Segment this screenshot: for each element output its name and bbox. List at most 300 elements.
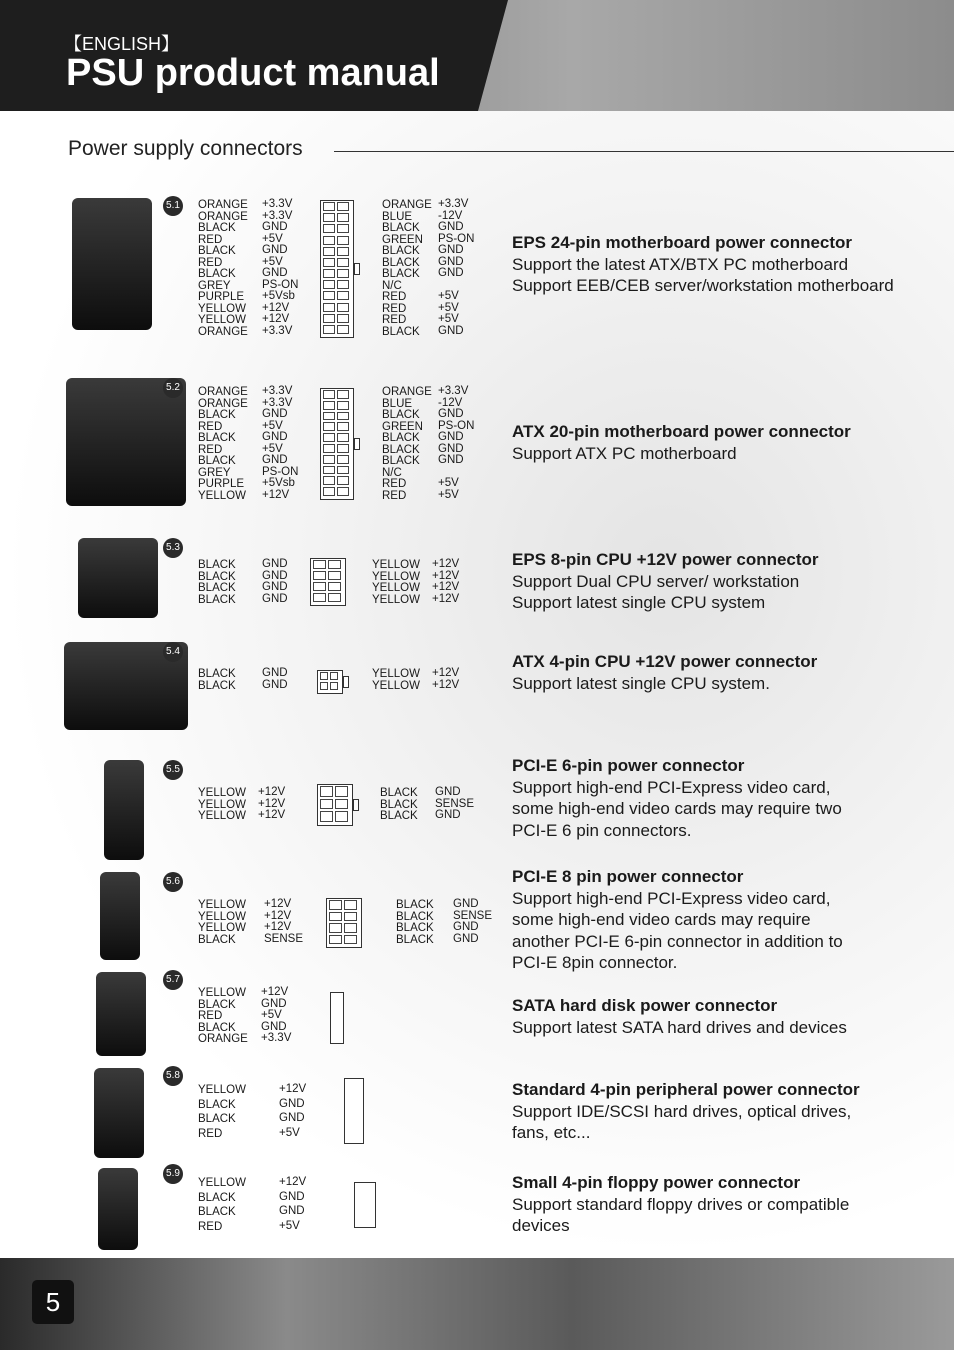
connector-pin-cell: [337, 466, 349, 475]
connector-pin-cell: [337, 291, 349, 300]
cable-photo: [78, 538, 158, 618]
pin-signal: GND: [262, 408, 288, 420]
pin-signal: GND: [262, 431, 288, 443]
pin-wire-color: BLACK: [198, 1021, 236, 1034]
connector-pin-cell: [337, 422, 349, 431]
pin-wire-color: BLACK: [198, 1113, 236, 1125]
connector-diagram: [330, 992, 344, 1044]
pin-wire-color: YELLOW: [198, 910, 246, 923]
connector-pin-cell: [323, 224, 335, 233]
connector-pin-cell: [323, 433, 335, 442]
pin-wire-color: BLACK: [198, 570, 236, 583]
pin-wire-color: ORANGE: [198, 1033, 248, 1045]
connector-pin-cell: [337, 247, 349, 256]
pin-wire-color: BLACK: [198, 222, 236, 234]
connector-support-line: some high-end video cards may require two: [512, 799, 842, 818]
pin-wire-color: YELLOW: [372, 593, 420, 606]
pin-signal: +5V: [438, 488, 459, 501]
pin-signal: GND: [438, 442, 464, 455]
pin-signal: +5Vsb: [262, 290, 295, 302]
pin-wire-color: BLACK: [396, 899, 434, 911]
pin-wire-color: YELLOW: [198, 1084, 246, 1096]
connector-pin-cell: [323, 269, 335, 278]
connector-pin-cell: [323, 422, 335, 431]
pin-signal: +12V: [261, 986, 289, 998]
pin-signal: PS-ON: [438, 419, 475, 432]
pin-wire-color: YELLOW: [372, 679, 420, 692]
connector-pin-cell: [337, 303, 349, 312]
connector-pin-cell: [337, 280, 349, 289]
pin-signal: +12V: [264, 909, 292, 922]
section-divider: [334, 151, 954, 152]
connector-support-line: Support the latest ATX/BTX PC motherboard: [512, 254, 849, 274]
cable-photo: [66, 378, 186, 506]
pin-wire-color: BLACK: [382, 256, 420, 269]
pin-signal: +5V: [262, 419, 283, 432]
connector-pin-cell: [344, 900, 357, 910]
pin-wire-color: BLACK: [382, 245, 420, 257]
connector-pin-cell: [323, 303, 335, 312]
connector-latch: [343, 676, 349, 688]
pin-wire-color: RED: [198, 443, 223, 456]
pin-signal: +12V: [262, 488, 290, 501]
connector-pin-cell: [337, 202, 349, 211]
pin-wire-color: BLACK: [198, 559, 236, 571]
pin-wire-color: BLACK: [198, 268, 236, 280]
connector-support-line: some high-end video cards may require: [512, 910, 811, 929]
pin-signal: GND: [262, 558, 288, 570]
connector-pin-cell: [337, 412, 349, 421]
pin-signal: PS-ON: [438, 232, 475, 245]
pin-signal: +12V: [258, 809, 286, 821]
connector-support-line: Support EEB/CEB server/workstation motherboard: [512, 276, 894, 295]
pin-signal: +5V: [438, 313, 459, 325]
cable-photo: [94, 1068, 144, 1158]
connector-description: [512, 232, 942, 297]
pin-signal: GND: [261, 997, 287, 1010]
connector-title: Standard 4-pin peripheral power connector: [512, 1080, 860, 1099]
connector-pin-cell: [323, 291, 335, 300]
connector-pin-cell: [323, 444, 335, 453]
pin-signal: GND: [279, 1190, 305, 1203]
section-number-badge: 5.2: [163, 378, 183, 398]
cable-photo: [100, 872, 140, 960]
connector-pin-cell: [323, 314, 335, 323]
pin-signal: +5V: [262, 442, 283, 455]
connector-pin-cell: [320, 786, 333, 797]
pin-signal: +5V: [438, 290, 459, 302]
pin-wire-color: ORANGE: [198, 199, 248, 211]
pin-wire-color: BLACK: [198, 668, 236, 680]
connector-diagram: [320, 200, 354, 338]
connector-pin-cell: [329, 912, 342, 922]
pin-wire-color: BLACK: [198, 933, 236, 946]
connector-pin-cell: [328, 560, 341, 569]
pin-wire-color: RED: [198, 233, 223, 246]
section-number-badge: 5.9: [163, 1164, 183, 1184]
pin-wire-color: YELLOW: [198, 489, 246, 502]
connector-pin-cell: [323, 236, 335, 245]
footer-band: [0, 1258, 954, 1350]
pin-wire-color: BLACK: [380, 810, 418, 822]
pin-signal: GND: [438, 408, 464, 420]
pin-signal: +3.3V: [262, 324, 293, 337]
connector-support-line: another PCI-E 6-pin connector in addition to: [512, 931, 843, 951]
connector-pin-cell: [329, 900, 342, 910]
connector-support-line: Support standard floppy drives or compatible: [512, 1194, 850, 1214]
pin-signal: GND: [262, 267, 288, 279]
connector-pin-cell: [323, 487, 335, 496]
pin-signal: GND: [453, 921, 479, 933]
connector-pin-cell: [320, 682, 328, 690]
pin-signal: +5V: [438, 477, 459, 489]
connector-pin-cell: [337, 390, 349, 399]
pin-signal: -12V: [438, 396, 463, 409]
pin-wire-color: YELLOW: [372, 559, 420, 571]
pin-wire-color: BLACK: [380, 798, 418, 811]
connector-title: EPS 8-pin CPU +12V power connector: [512, 550, 819, 569]
connector-pin-cell: [337, 258, 349, 267]
connector-diagram: [317, 670, 343, 694]
connector-pin-cell: [337, 236, 349, 245]
pin-signal: +12V: [279, 1176, 307, 1188]
pin-signal: GND: [262, 667, 288, 679]
pin-wire-color: YELLOW: [198, 922, 246, 934]
pin-wire-color: BLACK: [382, 432, 420, 444]
connector-pin-cell: [323, 401, 335, 410]
connector-description: [512, 1079, 942, 1144]
pin-wire-color: GREEN: [382, 420, 423, 433]
pin-wire-color: YELLOW: [198, 899, 246, 911]
connector-pin-cell: [323, 412, 335, 421]
pin-wire-color: BLACK: [198, 432, 236, 444]
pin-signal: +12V: [264, 921, 292, 933]
connector-pin-cell: [337, 476, 349, 485]
pin-signal: GND: [261, 1020, 287, 1033]
pin-wire-color: ORANGE: [382, 386, 432, 398]
pin-wire-color: ORANGE: [198, 210, 248, 223]
pin-wire-color: GREY: [198, 466, 231, 479]
pin-wire-color: BLACK: [396, 933, 434, 946]
pin-wire-color: YELLOW: [198, 302, 246, 315]
connector-pin-cell: [337, 433, 349, 442]
pin-wire-color: YELLOW: [198, 798, 246, 811]
pin-wire-color: RED: [198, 1220, 223, 1233]
connector-support-line: Support ATX PC motherboard: [512, 443, 737, 463]
pin-wire-color: N/C: [382, 466, 402, 479]
pin-signal: +5V: [279, 1126, 300, 1139]
page-number: 5: [32, 1280, 74, 1324]
pin-wire-color: RED: [382, 314, 407, 326]
connector-title: SATA hard disk power connector: [512, 996, 778, 1015]
pin-wire-color: YELLOW: [198, 1177, 246, 1189]
pin-wire-color: ORANGE: [198, 397, 248, 410]
connector-pin-cell: [335, 786, 348, 797]
connector-pin-cell: [323, 258, 335, 267]
pin-signal: GND: [438, 454, 464, 466]
language-label: 【ENGLISH】: [64, 34, 180, 54]
connector-pin-cell: [335, 799, 348, 810]
pin-signal: +12V: [262, 301, 290, 314]
pin-wire-color: BLACK: [198, 582, 236, 594]
connector-support-line: PCI-E 6 pin connectors.: [512, 820, 692, 840]
connector-pin-cell: [323, 325, 335, 334]
pin-signal: +12V: [258, 797, 286, 810]
pin-wire-color: BLACK: [396, 910, 434, 923]
connector-title: EPS 24-pin motherboard power connector: [512, 233, 853, 252]
section-number-badge: 5.8: [163, 1066, 183, 1086]
pin-wire-color: BLACK: [198, 998, 236, 1011]
pin-wire-color: YELLOW: [198, 987, 246, 999]
connector-pin-cell: [337, 401, 349, 410]
page-title: PSU product manual: [66, 52, 440, 94]
pin-signal: +3.3V: [262, 396, 293, 409]
connector-pin-cell: [323, 466, 335, 475]
pin-wire-color: BLACK: [382, 409, 420, 421]
connector-pin-cell: [320, 799, 333, 810]
cable-photo: [96, 972, 146, 1056]
pin-signal: GND: [279, 1112, 305, 1124]
pin-wire-color: RED: [382, 302, 407, 315]
connector-support-line: Support latest SATA hard drives and devices: [512, 1017, 847, 1037]
cable-photo: [98, 1168, 138, 1250]
connector-description: [512, 995, 942, 1038]
connector-support-line: Support Dual CPU server/ workstation: [512, 571, 800, 591]
pin-signal: GND: [262, 569, 288, 582]
connector-pin-cell: [337, 213, 349, 222]
pin-wire-color: RED: [382, 489, 407, 502]
pin-signal: +3.3V: [262, 198, 293, 210]
pin-signal: GND: [453, 898, 479, 910]
pin-signal: GND: [453, 932, 479, 945]
pin-signal: SENSE: [435, 797, 474, 810]
pin-wire-color: BLACK: [198, 1206, 236, 1218]
connector-support-line: Support high-end PCI-Express video card,: [512, 777, 831, 797]
pin-wire-color: RED: [382, 478, 407, 490]
pin-wire-color: YELLOW: [198, 314, 246, 326]
connector-support-line: Support high-end PCI-Express video card,: [512, 888, 831, 908]
pin-wire-color: YELLOW: [198, 787, 246, 799]
connector-pin-cell: [313, 571, 326, 580]
connector-pin-cell: [330, 672, 338, 680]
pin-wire-color: YELLOW: [198, 810, 246, 822]
connector-pin-cell: [337, 269, 349, 278]
pin-signal: +12V: [432, 558, 460, 570]
pin-signal: SENSE: [453, 909, 492, 922]
section-title: Power supply connectors: [68, 137, 303, 160]
pin-signal: +5V: [262, 232, 283, 245]
pin-signal: GND: [438, 324, 464, 337]
pin-signal: GND: [262, 592, 288, 605]
pin-wire-color: BLACK: [198, 593, 236, 606]
connector-support-line: PCI-E 8pin connector.: [512, 953, 678, 972]
connector-pin-cell: [337, 455, 349, 464]
pin-wire-color: RED: [198, 256, 223, 269]
connector-pin-cell: [344, 923, 357, 933]
section-number-badge: 5.6: [163, 872, 183, 892]
pin-signal: GND: [435, 809, 461, 821]
cable-photo: [104, 760, 144, 860]
pin-signal: +12V: [432, 569, 460, 582]
connector-diagram: [344, 1078, 364, 1144]
pin-wire-color: BLACK: [198, 245, 236, 257]
pin-wire-color: BLACK: [380, 787, 418, 799]
pin-wire-color: RED: [198, 1010, 223, 1022]
pin-signal: +12V: [262, 313, 290, 325]
pin-signal: +3.3V: [262, 385, 293, 397]
pin-wire-color: N/C: [382, 279, 402, 292]
connector-support-line: Support latest single CPU system: [512, 593, 766, 612]
connector-pin-cell: [323, 476, 335, 485]
pin-signal: GND: [438, 255, 464, 268]
section-number-badge: 5.4: [163, 642, 183, 662]
connector-latch: [354, 263, 360, 275]
pin-wire-color: BLACK: [382, 325, 420, 338]
pin-wire-color: RED: [382, 291, 407, 303]
pin-signal: +12V: [432, 667, 460, 679]
connector-pin-cell: [320, 811, 333, 822]
connector-pin-cell: [337, 444, 349, 453]
pin-wire-color: BLACK: [198, 409, 236, 421]
pin-wire-color: GREEN: [382, 233, 423, 246]
connector-pin-cell: [313, 582, 326, 591]
pin-wire-color: BLACK: [198, 1191, 236, 1204]
connector-description: [512, 651, 942, 694]
pin-wire-color: YELLOW: [372, 570, 420, 583]
pin-signal: GND: [438, 431, 464, 443]
connector-latch: [354, 438, 360, 450]
connector-diagram: [326, 898, 362, 948]
pin-signal: GND: [438, 221, 464, 233]
connector-pin-cell: [323, 280, 335, 289]
pin-wire-color: BLACK: [382, 455, 420, 467]
pin-signal: +12V: [258, 786, 286, 798]
connector-pin-cell: [329, 923, 342, 933]
pin-signal: GND: [262, 678, 288, 691]
pin-wire-color: BLACK: [396, 922, 434, 934]
pin-wire-color: YELLOW: [372, 582, 420, 594]
pin-signal: GND: [262, 454, 288, 466]
connector-pin-cell: [313, 593, 326, 602]
connector-support-line: Support IDE/SCSI hard drives, optical drives,: [512, 1101, 852, 1121]
pin-wire-color: BLUE: [382, 397, 413, 410]
section-number-badge: 5.7: [163, 970, 183, 990]
connector-title: PCI-E 8 pin power connector: [512, 867, 744, 886]
pin-signal: +5V: [262, 255, 283, 268]
pin-signal: +12V: [432, 678, 460, 691]
pin-wire-color: RED: [198, 420, 223, 433]
connector-latch: [353, 799, 359, 811]
pin-signal: GND: [262, 221, 288, 233]
pin-wire-color: BLACK: [198, 1098, 236, 1111]
connector-pin-cell: [323, 390, 335, 399]
connector-description: [512, 549, 942, 614]
pin-wire-color: ORANGE: [382, 199, 432, 211]
connector-title: PCI-E 6-pin power connector: [512, 756, 745, 775]
pin-wire-color: BLACK: [198, 455, 236, 467]
pin-signal: GND: [435, 786, 461, 798]
pin-signal: GND: [262, 581, 288, 593]
pin-wire-color: BLACK: [382, 443, 420, 456]
connector-title: ATX 4-pin CPU +12V power connector: [512, 652, 818, 671]
pin-signal: +5V: [261, 1009, 282, 1021]
pin-wire-color: PURPLE: [198, 478, 245, 490]
pin-signal: +5Vsb: [262, 477, 295, 489]
connector-pin-cell: [323, 202, 335, 211]
connector-pin-cell: [313, 560, 326, 569]
connector-pin-cell: [323, 247, 335, 256]
connector-description: [512, 421, 942, 464]
pin-wire-color: YELLOW: [372, 668, 420, 680]
pin-signal: +3.3V: [261, 1032, 292, 1044]
section-number-badge: 5.1: [163, 196, 183, 216]
pin-signal: +3.3V: [438, 198, 469, 210]
pin-wire-color: BLUE: [382, 210, 413, 223]
connector-pin-cell: [328, 571, 341, 580]
pin-wire-color: GREY: [198, 279, 231, 292]
connector-pin-cell: [335, 811, 348, 822]
pin-wire-color: BLACK: [198, 679, 236, 692]
pin-signal: +3.3V: [438, 385, 469, 397]
cable-photo: [72, 198, 152, 330]
connector-pin-cell: [328, 593, 341, 602]
pin-signal: PS-ON: [262, 465, 299, 478]
pin-signal: GND: [262, 244, 288, 256]
connector-pin-cell: [328, 582, 341, 591]
pin-signal: -12V: [438, 209, 463, 222]
connector-support-line: fans, etc...: [512, 1123, 591, 1142]
connector-title: ATX 20-pin motherboard power connector: [512, 422, 851, 441]
pin-signal: +12V: [432, 592, 460, 605]
connector-pin-cell: [323, 213, 335, 222]
connector-diagram: [320, 388, 354, 500]
connector-title: Small 4-pin floppy power connector: [512, 1173, 801, 1192]
pin-wire-color: RED: [198, 1127, 223, 1140]
pin-signal: GND: [279, 1205, 305, 1217]
connector-pin-cell: [337, 325, 349, 334]
pin-signal: +5V: [279, 1219, 300, 1232]
connector-description: [512, 866, 942, 974]
connector-pin-cell: [337, 487, 349, 496]
pin-wire-color: BLACK: [382, 268, 420, 280]
pin-signal: GND: [438, 244, 464, 256]
pin-wire-color: PURPLE: [198, 291, 245, 303]
pin-signal: +12V: [279, 1083, 307, 1095]
pin-signal: +12V: [264, 898, 292, 910]
connector-pin-cell: [337, 224, 349, 233]
connector-pin-cell: [344, 935, 357, 945]
connector-diagram: [310, 558, 346, 606]
pin-signal: +5V: [438, 301, 459, 314]
pin-signal: PS-ON: [262, 278, 299, 291]
section-number-badge: 5.3: [163, 538, 183, 558]
pin-signal: +3.3V: [262, 209, 293, 222]
pin-signal: SENSE: [264, 932, 303, 945]
connector-pin-cell: [329, 935, 342, 945]
connector-diagram: [354, 1182, 376, 1228]
pin-signal: GND: [438, 267, 464, 279]
section-number-badge: 5.5: [163, 760, 183, 780]
connector-pin-cell: [344, 912, 357, 922]
connector-pin-cell: [337, 314, 349, 323]
pin-wire-color: ORANGE: [198, 386, 248, 398]
pin-signal: GND: [279, 1097, 305, 1110]
connector-description: [512, 755, 942, 841]
pin-signal: +12V: [432, 581, 460, 593]
connector-support-line: Support latest single CPU system.: [512, 673, 770, 693]
connector-pin-cell: [323, 455, 335, 464]
pin-wire-color: BLACK: [382, 222, 420, 234]
